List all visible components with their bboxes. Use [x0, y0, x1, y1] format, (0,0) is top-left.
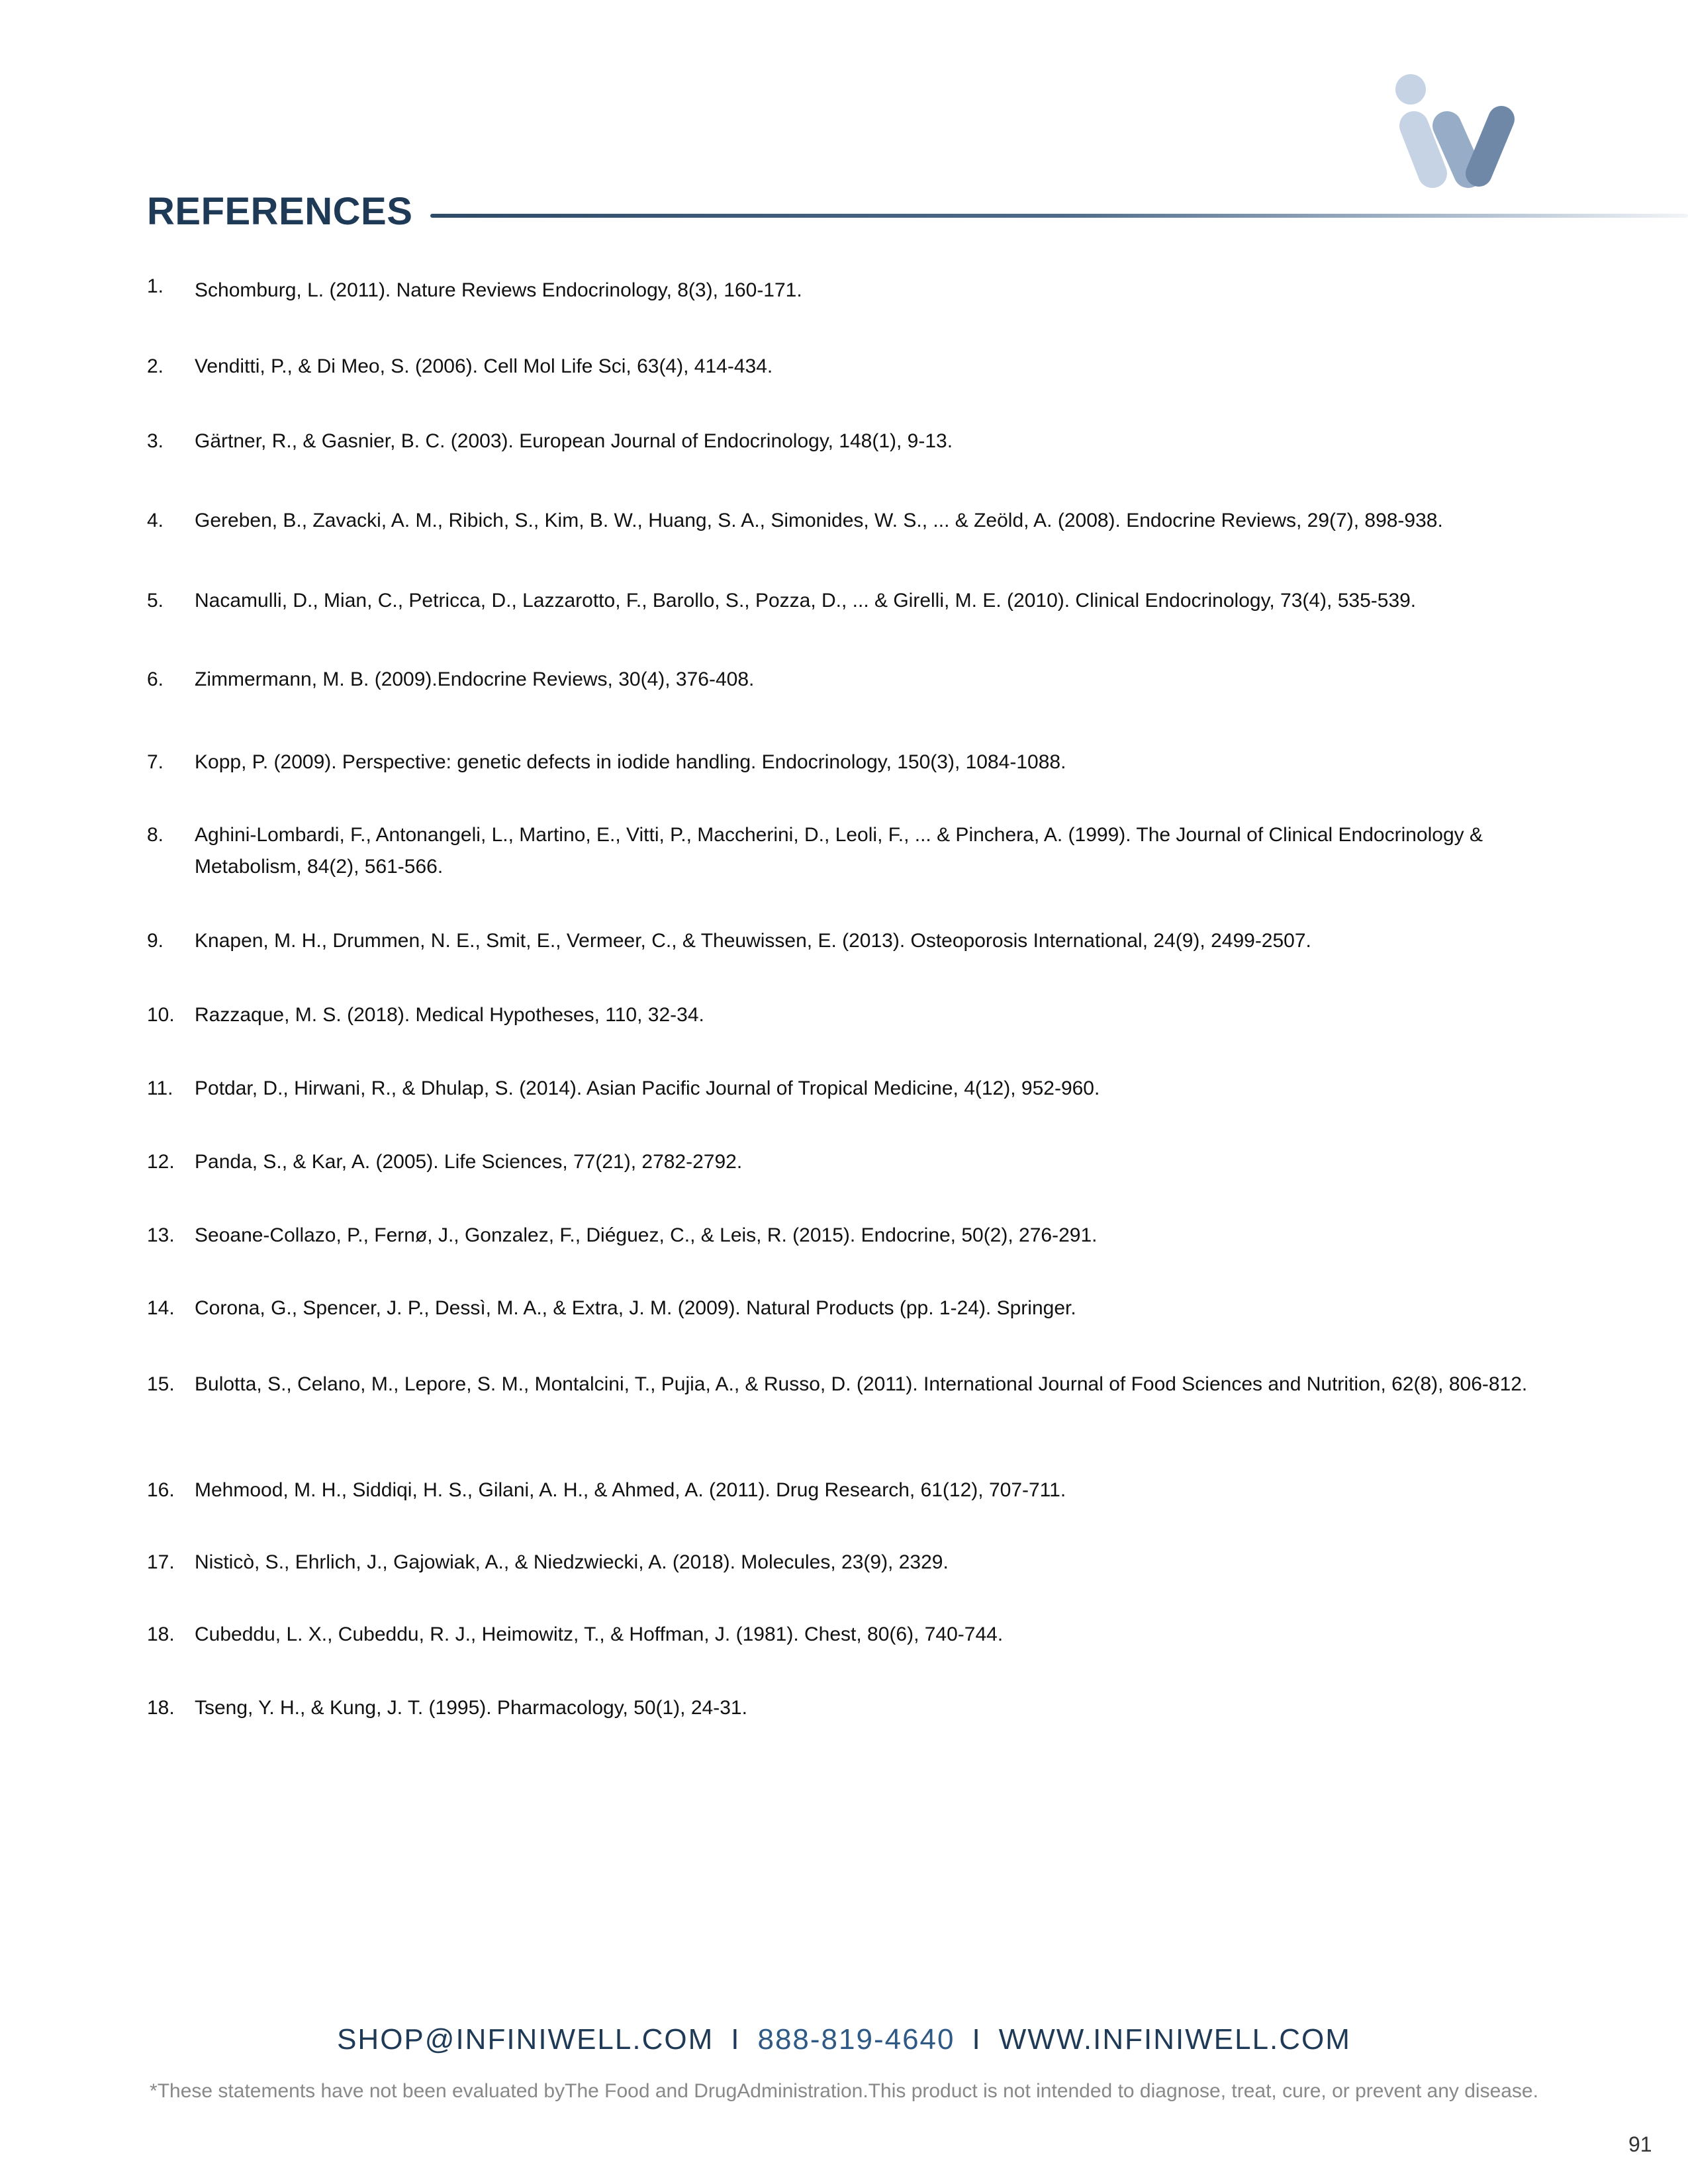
footer-separator: I [972, 2023, 982, 2056]
reference-item [147, 819, 1544, 883]
reference-item [147, 1475, 1544, 1506]
reference-number: 9. [147, 930, 164, 952]
reference-text: Bulotta, S., Celano, M., Lepore, S. M., Montalcini, T., Pujia, A., & Russo, D. (2011). International Journal of Food Sciences and Nutrition, 62(8), 806-812. [195, 1373, 1528, 1395]
reference-item [147, 1619, 1544, 1651]
fda-disclaimer: *These statements have not been evaluated byThe Food and DrugAdministration.This product is not intended to diagnose, treat, cure, or prevent any disease. [150, 2080, 1538, 2102]
reference-text: Tseng, Y. H., & Kung, J. T. (1995). Pharmacology, 50(1), 24-31. [195, 1697, 747, 1719]
reference-text: Corona, G., Spencer, J. P., Dessì, M. A., & Extra, J. M. (2009). Natural Products (pp. 1-24). Springer. [195, 1297, 1076, 1319]
page-number: 91 [1628, 2132, 1652, 2156]
footer-website-link[interactable]: WWW.INFINIWELL.COM [998, 2023, 1351, 2056]
reference-item [147, 275, 1544, 306]
reference-number: 6. [147, 668, 164, 690]
reference-text: Cubeddu, L. X., Cubeddu, R. J., Heimowitz, T., & Hoffman, J. (1981). Chest, 80(6), 740-744. [195, 1623, 1004, 1645]
reference-text: Schomburg, L. (2011). Nature Reviews Endocrinology, 8(3), 160-171. [195, 279, 802, 301]
reference-item [147, 1293, 1544, 1324]
reference-text: Nisticò, S., Ehrlich, J., Gajowiak, A., & Niedzwiecki, A. (2018). Molecules, 23(9), 2329. [195, 1551, 949, 1573]
reference-item [147, 426, 1544, 457]
reference-number: 17. [147, 1551, 175, 1573]
reference-text: Zimmermann, M. B. (2009).Endocrine Reviews, 30(4), 376-408. [195, 668, 755, 690]
reference-number: 13. [147, 1224, 175, 1246]
reference-number: 11. [147, 1077, 173, 1099]
reference-item [147, 747, 1544, 778]
reference-text: Seoane-Collazo, P., Fernø, J., Gonzalez, F., Diéguez, C., & Leis, R. (2015). Endocrine, 50(2), 276-291. [195, 1224, 1098, 1246]
footer-email-link[interactable]: SHOP@INFINIWELL.COM [337, 2023, 714, 2056]
footer-contact [0, 2020, 1688, 2060]
reference-item [147, 1073, 1544, 1105]
reference-item [147, 1369, 1544, 1400]
reference-number: 10. [147, 1004, 175, 1026]
reference-number: 16. [147, 1479, 175, 1501]
heading-divider [430, 214, 1688, 218]
reference-number: 8. [147, 824, 164, 846]
reference-text: Gereben, B., Zavacki, A. M., Ribich, S., Kim, B. W., Huang, S. A., Simonides, W. S., ... & Zeöld, A. (2008). Endocrine Reviews, 29(7), 898-938. [195, 510, 1443, 531]
reference-number: 3. [147, 430, 164, 452]
reference-number: 2. [147, 355, 164, 377]
reference-item [147, 999, 1544, 1031]
reference-number: 4. [147, 510, 164, 531]
reference-text: Aghini-Lombardi, F., Antonangeli, L., Martino, E., Vitti, P., Maccherini, D., Leoli, F., ... & Pinchera, A. (1999). The Journal of Clinical Endocrinology & Metabolism, 84(2), 561-566. [195, 824, 1483, 878]
reference-text: Venditti, P., & Di Meo, S. (2006). Cell Mol Life Sci, 63(4), 414-434. [195, 355, 773, 377]
reference-text: Mehmood, M. H., Siddiqi, H. S., Gilani, A. H., & Ahmed, A. (2011). Drug Research, 61(12), 707-711. [195, 1479, 1066, 1501]
reference-number: 15. [147, 1373, 175, 1395]
reference-item [147, 1146, 1544, 1178]
page-title: REFERENCES [147, 190, 413, 233]
reference-number: 18. [147, 1623, 175, 1645]
reference-item [147, 1547, 1544, 1578]
reference-number: 18. [147, 1697, 175, 1719]
reference-text: Nacamulli, D., Mian, C., Petricca, D., Lazzarotto, F., Barollo, S., Pozza, D., ... & Girelli, M. E. (2010). Clinical Endocrinology, 73(4), 535-539. [195, 590, 1417, 612]
reference-item [147, 585, 1544, 617]
references-header [147, 185, 1537, 238]
reference-item [147, 925, 1544, 957]
reference-text: Gärtner, R., & Gasnier, B. C. (2003). European Journal of Endocrinology, 148(1), 9-13. [195, 430, 953, 452]
reference-number: 1. [147, 275, 164, 297]
reference-item [147, 505, 1544, 537]
reference-item [147, 351, 1544, 383]
reference-number: 7. [147, 751, 164, 773]
reference-text: Kopp, P. (2009). Perspective: genetic defects in iodide handling. Endocrinology, 150(3), 1084-1088. [195, 751, 1066, 773]
footer-phone-link[interactable]: 888-819-4640 [757, 2023, 955, 2056]
reference-number: 5. [147, 590, 164, 612]
reference-number: 14. [147, 1297, 175, 1319]
reference-item [147, 664, 1544, 696]
reference-number: 12. [147, 1151, 175, 1173]
reference-item [147, 1220, 1544, 1251]
reference-text: Panda, S., & Kar, A. (2005). Life Sciences, 77(21), 2782-2792. [195, 1151, 743, 1173]
reference-text: Potdar, D., Hirwani, R., & Dhulap, S. (2014). Asian Pacific Journal of Tropical Medicine, 4(12), 952-960. [195, 1077, 1100, 1099]
reference-text: Knapen, M. H., Drummen, N. E., Smit, E., Vermeer, C., & Theuwissen, E. (2013). Osteoporosis International, 24(9), 2499-2507. [195, 930, 1311, 952]
footer-separator: I [731, 2023, 741, 2056]
infiniwell-logo-icon [1390, 66, 1549, 199]
reference-text: Razzaque, M. S. (2018). Medical Hypotheses, 110, 32-34. [195, 1004, 704, 1026]
reference-item [147, 1692, 1544, 1724]
